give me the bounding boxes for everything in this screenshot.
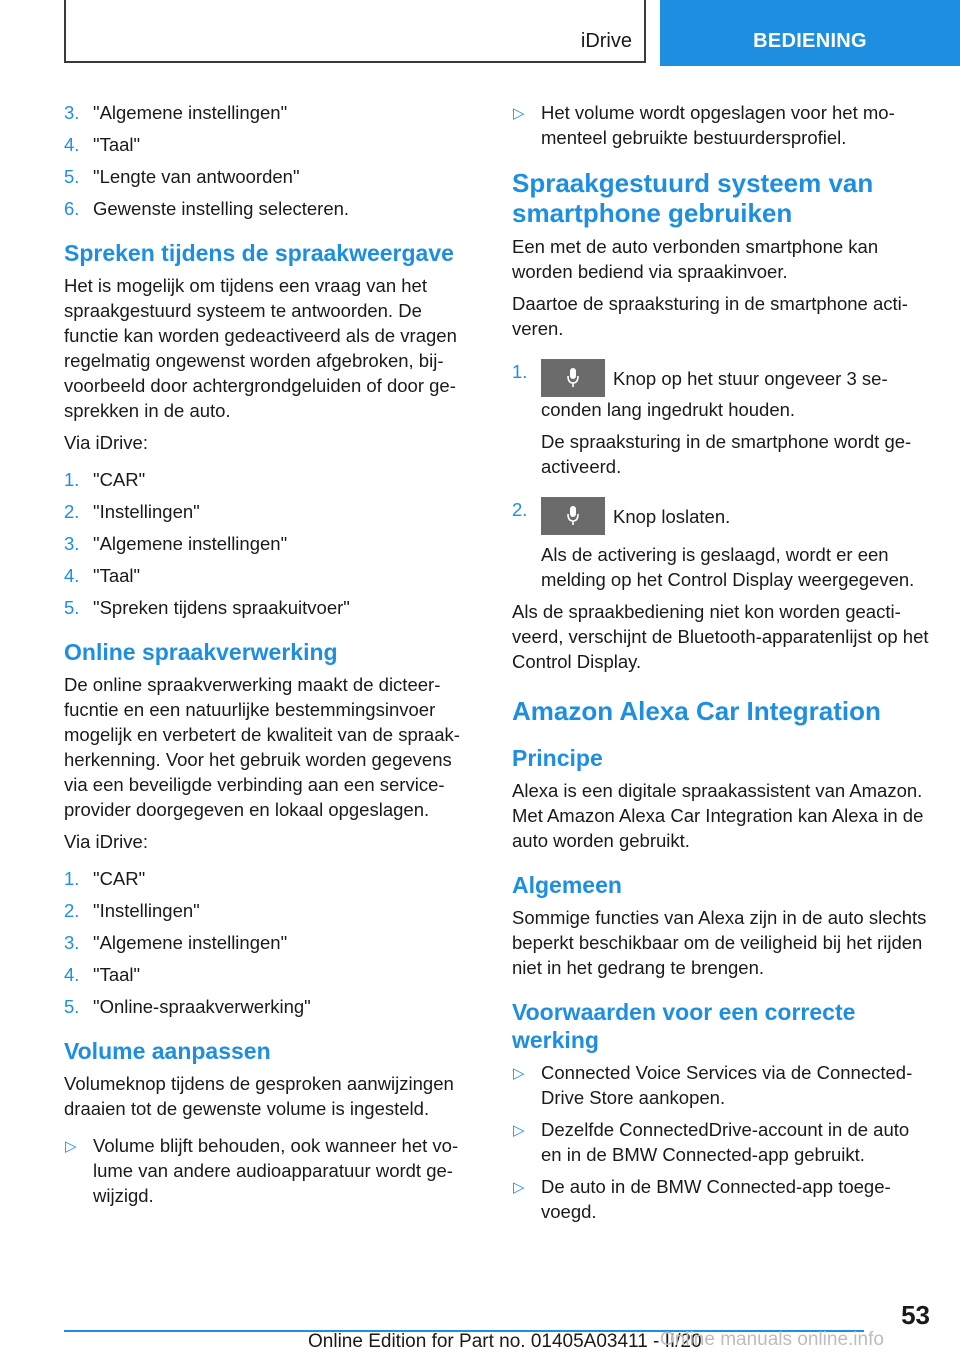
paragraph: Als de spraakbediening niet kon worden geactiveerd, verschijnt de Bluetooth-apparatenlijst op het Control Display. [512, 601, 929, 672]
step-result: De spraaksturing in de smartphone wordt geactiveerd. [541, 431, 912, 477]
paragraph: Via iDrive: [64, 831, 148, 852]
triangle-right-icon: ▷ [513, 105, 525, 122]
bullet-text: Connected Voice Services via de ConnectedDrive Store aankopen. [541, 1062, 913, 1108]
list-item [64, 196, 474, 221]
step-number: 1. [512, 361, 528, 382]
step-text: "Taal" [93, 964, 141, 985]
page-number: 53 [901, 1300, 930, 1330]
bullet-text: Het volume wordt opgeslagen voor het momenteel gebruikte bestuurdersprofiel. [541, 102, 895, 148]
paragraph: Het is mogelijk om tijdens een vraag van het spraakgestuurd systeem te antwoorden. De functie kan worden gedeactiveerd als de vragen regelmatig ongewenst worden afgebroken, bijvoorbeeld door achtergrondgeluiden of door gesprekken in de auto. [64, 275, 457, 421]
step-number: 2. [512, 499, 528, 520]
step-number: 1. [64, 868, 80, 889]
list-item [64, 531, 474, 556]
section-heading: Amazon Alexa Car Integration [512, 696, 881, 726]
step-text: "Taal" [93, 134, 141, 155]
bullet-text: Volume blijft behouden, ook wanneer het volume van andere audioapparatuur wordt gewijzigd. [93, 1135, 459, 1206]
list-item [64, 866, 474, 891]
microphone-icon [566, 367, 580, 389]
right-column [512, 100, 930, 1231]
section-heading: Online spraakverwerking [64, 639, 338, 665]
step-text: Gewenste instelling selecteren. [93, 198, 350, 219]
microphone-icon [566, 505, 580, 527]
list-item [64, 898, 474, 923]
watermark: Online manuals online.info [660, 1329, 884, 1350]
step-text: Knop loslaten. [613, 506, 731, 527]
paragraph: Volumeknop tijdens de gesproken aanwijzingen draaien tot de gewenste volume is ingesteld. [64, 1073, 454, 1119]
step-text: "Taal" [93, 565, 141, 586]
section-heading: Spreken tijdens de spraakweergave [64, 240, 454, 266]
triangle-right-icon: ▷ [65, 1138, 77, 1155]
bullet-item [64, 1133, 474, 1208]
section-heading: Voorwaarden voor een correcte werking [512, 999, 856, 1053]
triangle-right-icon: ▷ [513, 1065, 525, 1082]
step-number: 3. [64, 533, 80, 554]
chapter-tab [660, 0, 960, 66]
step-number: 4. [64, 134, 80, 155]
footer-edition: Online Edition for Part no. 01405A03411 - II/20 [308, 1331, 702, 1352]
step-text: Knop op het stuur ongeveer 3 seconden lang ingedrukt houden. [541, 368, 888, 420]
step-number: 2. [64, 501, 80, 522]
left-column [64, 100, 474, 1215]
paragraph: Via iDrive: [64, 432, 148, 453]
step-number: 1. [64, 469, 80, 490]
step-text: "Algemene instellingen" [93, 102, 288, 123]
step-number: 6. [64, 198, 80, 219]
section-heading: Spraakgestuurd systeem van smartphone gebruiken [512, 168, 874, 228]
section-heading: Principe [512, 745, 603, 771]
section-heading: Volume aanpassen [64, 1038, 271, 1064]
bullet-text: Dezelfde ConnectedDrive-account in de auto en in de BMW Connected-app gebruikt. [541, 1119, 910, 1165]
triangle-right-icon: ▷ [513, 1122, 525, 1139]
step-number: 3. [64, 932, 80, 953]
step-text: "Online-spraakverwerking" [93, 996, 311, 1017]
paragraph: Een met de auto verbonden smartphone kan worden bediend via spraakinvoer. [512, 236, 879, 282]
bullet-item [512, 1060, 930, 1110]
list-item [64, 467, 474, 492]
voice-button-image [541, 359, 605, 397]
paragraph: De online spraakverwerking maakt de dicteerfucntie en een natuurlijke bestemmingsinvoer mogelijk en verbetert de kwaliteit van de spraakherkenning. Voor het gebruik worden gegevens via een beveiligde verbinding aan een serviceprovider doorgegeven en lokaal opgeslagen. [64, 674, 460, 820]
bullet-item [512, 1174, 930, 1224]
section-heading: Algemeen [512, 872, 622, 898]
step-text: "Algemene instellingen" [93, 533, 288, 554]
list-item [64, 164, 474, 189]
list-item [64, 563, 474, 588]
chapter-tab-label: BEDIENING [753, 30, 867, 52]
step-text: "Instellingen" [93, 501, 200, 522]
list-item [64, 499, 474, 524]
step-text: "Spreken tijdens spraakuitvoer" [93, 597, 350, 618]
bullet-item [512, 100, 930, 150]
bullet-item [512, 1117, 930, 1167]
step-result: Als de activering is geslaagd, wordt er een melding op het Control Display weergegeven. [541, 544, 915, 590]
step-text: "Algemene instellingen" [93, 932, 288, 953]
paragraph: Alexa is een digitale spraakassistent van Amazon. Met Amazon Alexa Car Integration kan Alexa in de auto worden gebruikt. [512, 780, 924, 851]
step-text: "CAR" [93, 868, 146, 889]
list-item [64, 930, 474, 955]
list-item [512, 497, 930, 592]
step-text: "CAR" [93, 469, 146, 490]
step-number: 2. [64, 900, 80, 921]
list-item [512, 359, 930, 479]
header-frame [64, 0, 646, 63]
list-item [64, 595, 474, 620]
paragraph: Daartoe de spraaksturing in de smartphone activeren. [512, 293, 908, 339]
step-text: "Lengte van antwoorden" [93, 166, 300, 187]
step-number: 5. [64, 166, 80, 187]
list-item [64, 132, 474, 157]
list-item [64, 100, 474, 125]
list-item [64, 962, 474, 987]
step-number: 5. [64, 996, 80, 1017]
header-section: iDrive [580, 30, 632, 52]
step-number: 4. [64, 964, 80, 985]
step-number: 4. [64, 565, 80, 586]
triangle-right-icon: ▷ [513, 1179, 525, 1196]
paragraph: Sommige functies van Alexa zijn in de auto slechts beperkt beschikbaar om de veiligheid bij het rijden niet in het gedrang te brengen. [512, 907, 927, 978]
step-text: "Instellingen" [93, 900, 200, 921]
list-item [64, 994, 474, 1019]
voice-button-image [541, 497, 605, 535]
step-number: 3. [64, 102, 80, 123]
step-number: 5. [64, 597, 80, 618]
bullet-text: De auto in de BMW Connected-app toegevoegd. [541, 1176, 891, 1222]
